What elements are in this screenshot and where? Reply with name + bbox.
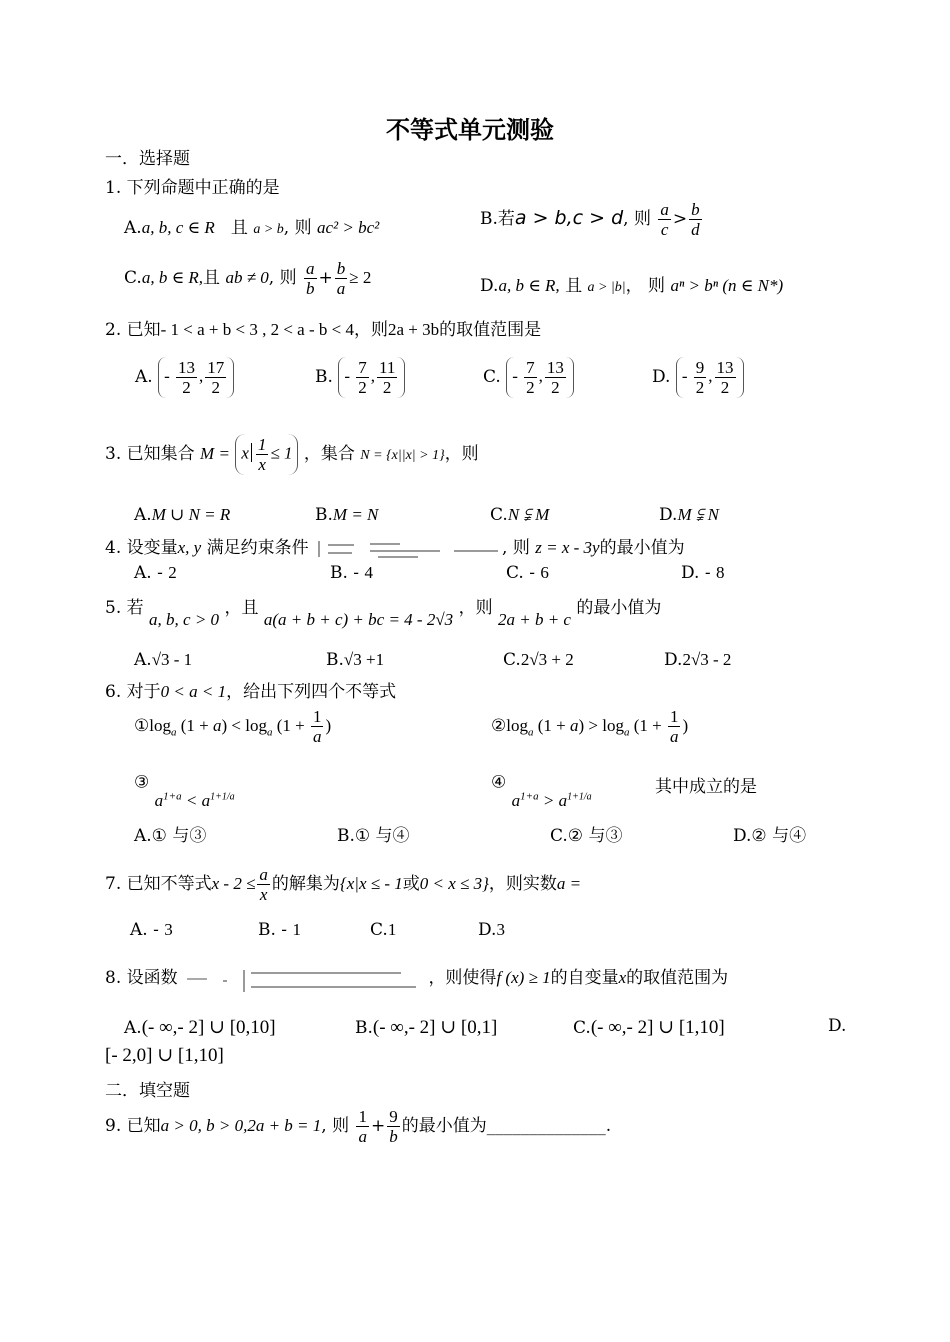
q1-d-label: D. <box>480 276 499 296</box>
q1-a-text: 且 <box>230 218 248 238</box>
q5-cond2: a(a + b + c) + bc = 4 - 2√3 <box>263 610 454 629</box>
q8-cond: f (x) ≥ 1 <box>496 968 551 987</box>
q2-stem-math1: - 1 < a + b < 3 , 2 < a - b < 4 <box>160 320 354 339</box>
q5-expr: 2a + b + c <box>497 610 571 629</box>
q1-b-cond: a > b,c > d <box>514 207 624 229</box>
q2-stem-math2: 2a + 3b <box>387 320 440 339</box>
section-heading-fill: 二．填空题 <box>105 1081 190 1101</box>
q3-option-b: B.M = N <box>315 505 379 525</box>
q2-option-a: A. - $\frac{13}{2}$ , $\frac{17}{2}$ <box>135 357 234 398</box>
q4-option-a: A. - 2 <box>134 563 177 583</box>
q2-option-d: D. - $\frac{9}{2}$ , $\frac{13}{2}$ <box>652 357 744 398</box>
q2-stem <box>105 315 541 340</box>
section-heading-choice: 一．选择题 <box>105 149 190 169</box>
q3-option-a: A.M ∪ N = R <box>134 505 231 525</box>
q3-stem-mid: ，集合 <box>303 444 355 464</box>
q2-option-c: C. - $\frac{7}{2}$ , $\frac{13}{2}$ <box>483 357 574 398</box>
q7-option-d: D.3 <box>478 920 505 940</box>
q9-stem: 9. 已知a > 0, b > 0,2a + b = 1, 则 $\frac{1}{a}$ + $\frac{9}{b}$ 的最小值为______________. <box>105 1107 612 1146</box>
q1-c-label: C. <box>124 268 142 288</box>
q2-option-b: B. - $\frac{7}{2}$ , $\frac{11}{2}$ <box>315 357 405 398</box>
q3-option-c: C.N ⫋ M <box>490 505 550 525</box>
q1-b-label: B.若 <box>480 209 515 229</box>
q6-item-4: ④ $a^{1+a} > a^{1+1/a}$ <box>491 772 592 810</box>
q6-option-a: A.① 与③ <box>134 826 207 846</box>
q6-cond: 0 < a < 1 <box>160 682 227 701</box>
q1-c-text: 且 <box>203 268 221 288</box>
q8-option-b: B.(- ∞,- 2] ∪ [0,1] <box>355 1017 498 1038</box>
q8-option-a: A.(- ∞,- 2] ∪ [0,10] <box>124 1017 276 1038</box>
q4-option-c: C. - 6 <box>506 563 549 583</box>
q1-a-math: a, b, c ∈ R <box>141 218 215 237</box>
q2-c-label: C. <box>483 367 501 387</box>
q2-stem-pre: 2. 已知 <box>105 320 161 340</box>
q9-answer-blank: ______________. <box>486 1116 612 1136</box>
q8-option-d-label: D. <box>828 1016 847 1036</box>
q5-option-b: B.√3 +1 <box>326 650 385 670</box>
q5-stem: 5. 若 a, b, c > 0 ，且 a(a + b + c) + bc = 4 - 2√3 ，则 2a + b + c 的最小值为 <box>105 598 662 629</box>
q8-stem: 8. 设函数 ，则使得f (x) ≥ 1的自变量x的取值范围为 <box>105 963 728 994</box>
q1-d-math: a, b ∈ R, <box>498 276 560 295</box>
q4-expr: z = x - 3y <box>535 538 600 557</box>
q4-option-d: D. - 8 <box>681 563 725 583</box>
q6-stem: 6. 对于0 < a < 1，给出下列四个不等式 <box>105 682 397 702</box>
q3-set-n: N = {x||x| > 1} <box>360 448 445 463</box>
q4-option-b: B. - 4 <box>330 563 373 583</box>
q1-b-frac1: $\frac{a}{c}$ <box>660 200 669 239</box>
q6-option-d: D.② 与④ <box>733 826 807 846</box>
q7-ineq: x - 2 ≤ <box>211 874 256 893</box>
q2-b-label: B. <box>315 367 333 387</box>
q1-c-cond: ab ≠ 0 <box>225 268 269 287</box>
q5-option-c: C.2√3 + 2 <box>503 650 574 670</box>
q6-item-2: $②\log_a$ $(1 + a) > \log_a (1$ + $\frac{1}{a}$ ) <box>491 707 689 746</box>
q1-c-then: , 则 <box>268 268 297 288</box>
q3-set-m: M = <box>200 444 230 463</box>
q1-a-cond: a > b <box>253 222 284 237</box>
q6-item-1: $①\log_a$ $(1 + a) < \log_a (1$ + $\frac{1}{a}$ ) <box>134 707 332 746</box>
q7-option-b: B. - 1 <box>258 920 301 940</box>
q1-option-c: C.a, b ∈ R,且 ab ≠ 0, 则 $\frac{a}{b}$ + $\frac{b}{a}$ ≥ 2 <box>124 259 372 298</box>
q5-option-a: A.√3 - 1 <box>134 650 193 670</box>
q1-b-then: , 则 <box>623 209 651 229</box>
q6-option-b: B.① 与④ <box>337 826 410 846</box>
q1-a-result: ac² > bc² <box>317 218 380 237</box>
q1-a-label: A. <box>124 218 142 238</box>
q1-option-a <box>124 213 379 238</box>
q9-cond: a > 0, b > 0,2a + b = 1 <box>160 1116 322 1135</box>
q6-option-c: C.② 与③ <box>550 826 623 846</box>
q1-a-then: , 则 <box>283 218 312 238</box>
q7-stem: 7. 已知不等式x - 2 ≤ $\frac{a}{x}$ 的解集为{x|x ≤ - 1或0 < x ≤ 3}，则实数a = <box>105 865 582 904</box>
q3-option-d: D.M ⫋ N <box>659 505 719 525</box>
q1-d-then: ， 则 <box>625 276 666 296</box>
q5-cond1: a, b, c > 0 <box>149 610 220 629</box>
q1-d-text: 且 <box>565 276 583 296</box>
q1-d-cond: a > |b| <box>587 280 626 295</box>
q4-vars: x, y <box>177 538 202 557</box>
q2-a-label: A. <box>135 367 153 387</box>
q2-d-label: D. <box>652 367 671 387</box>
q8-option-c: C.(- ∞,- 2] ∪ [1,10] <box>573 1017 725 1038</box>
q1-c-tail: ≥ 2 <box>349 268 372 287</box>
q3-stem-post: ，则 <box>444 444 479 464</box>
q1-c-frac1: $\frac{a}{b}$ <box>306 259 315 298</box>
q5-option-d: D.2√3 - 2 <box>664 650 732 670</box>
q2-stem-post: 的取值范围是 <box>439 320 542 340</box>
q1-c-frac2: $\frac{b}{a}$ <box>336 259 346 298</box>
q1-option-b: B.若a > b,c > d, 则 $\frac{a}{c}$ > $\frac{b}{d}$ <box>480 200 700 239</box>
q1-d-result: aⁿ > bⁿ (n ∈ N*) <box>670 276 784 295</box>
q1-b-frac2: $\frac{b}{d}$ <box>691 200 700 239</box>
q6-tail: 其中成立的是 <box>655 777 757 797</box>
page-title: 不等式单元测验 <box>386 116 554 144</box>
q7-option-a: A. - 3 <box>130 920 173 940</box>
q3-stem <box>105 434 479 475</box>
q7-var: a = <box>556 874 582 893</box>
q4-constraint-image <box>314 538 502 560</box>
q1-option-d <box>480 271 783 296</box>
q8-function-image <box>183 964 423 994</box>
q3-set-m-body: x $\frac{1}{x}$ ≤ 1 <box>235 434 298 475</box>
q7-option-c: C.1 <box>370 920 397 940</box>
q3-stem-pre: 3. 已知集合 <box>105 444 195 464</box>
q2-stem-mid: ，则 <box>353 320 388 340</box>
q1-stem: 1. 下列命题中正确的是 <box>105 178 280 198</box>
q8-option-d-value: [- 2,0] ∪ [1,10] <box>105 1045 224 1066</box>
q1-c-math: a, b ∈ R, <box>141 268 204 287</box>
q4-stem: 4. 设变量x, y 满足约束条件 , 则 z = x - 3y的最小值为 <box>105 538 685 558</box>
q6-item-3: ③ $a^{1+a} < a^{1+1/a}$ <box>134 772 235 810</box>
